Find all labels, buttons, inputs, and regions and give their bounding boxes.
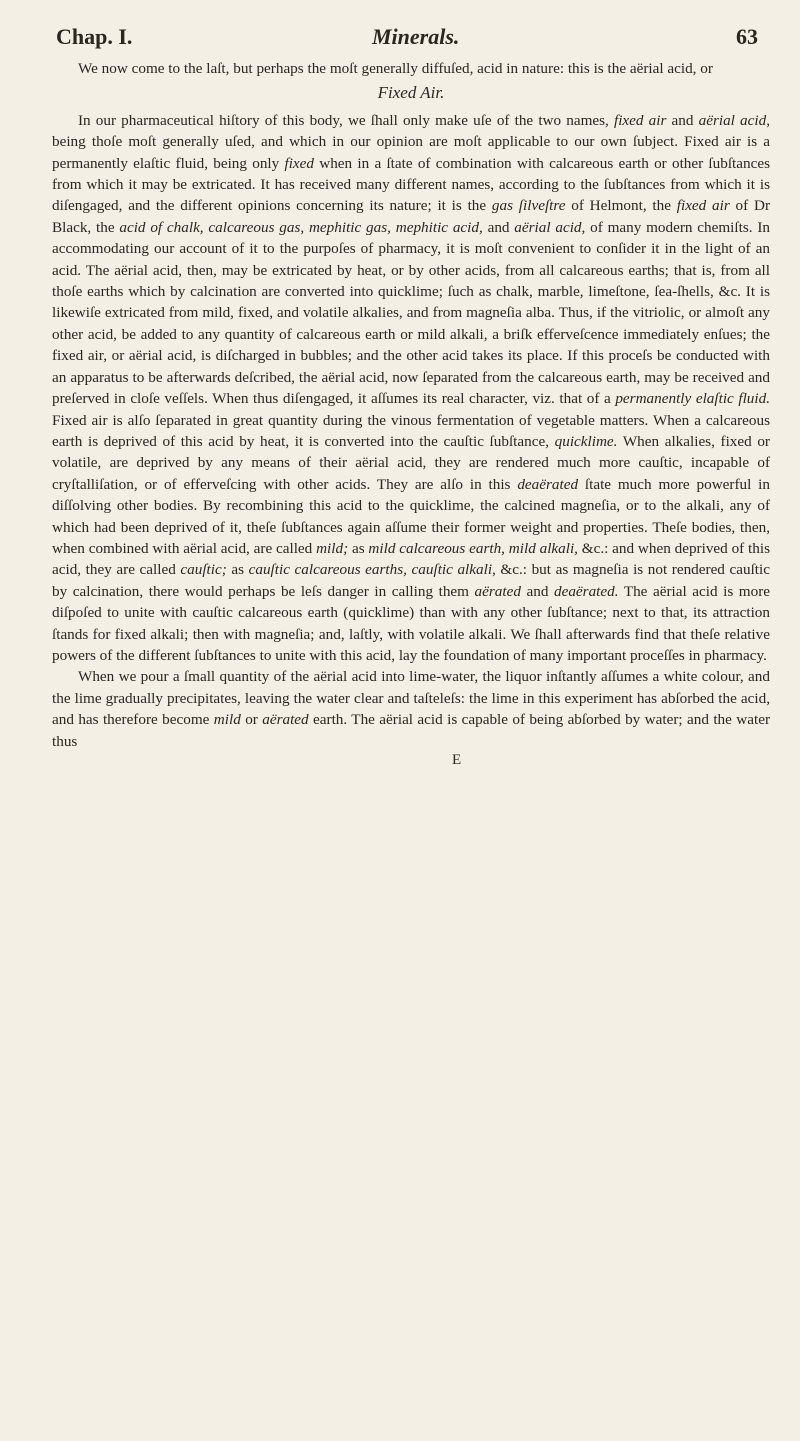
italic-text: aërated — [474, 582, 521, 600]
body-text — [52, 58, 770, 752]
page-number: 63 — [736, 24, 758, 49]
chapter-label: Chap. I. — [56, 24, 133, 49]
page-footer — [52, 752, 770, 774]
italic-text: aërated — [262, 711, 309, 729]
text-run: , of many modern chemiſts. In accommodating our account of it to the purpoſes of pharmacy, it is moſt convenient to conſider it in the light of an acid. The aërial acid, then, may be extricated by heat, or by other acids, from all calcareous earths; that is, from all thoſe earths which by calcination are converted into quicklime; ſuch as chalk, marble, limeſtone, ſea-ſhells, &c. It is likewiſe extricated from mild, fixed, and volatile alkalies, and from magneſia alba. Thus, if the vitriolic, or almoſt any other acid, be added to any quantity of calcareous earth or mild alkali, a briſk effervеſcence immediately enſues; the fixed air, or aërial acid, is diſcharged in bubbles; and the other acid takes its place. If this proceſs be conducted with an apparatus to be afterwards deſcribed, the aërial acid, now ſeparated from the calcareous earth, may be received and preſerved in cloſe veſſels. When thus diſengaged, it aſſumes its real character, viz. that of a — [52, 218, 770, 408]
italic-text: mild calcareous earth, mild alkali, — [368, 539, 578, 557]
italic-text: aërial acid — [514, 218, 582, 236]
italic-text: fixed air — [676, 197, 730, 215]
text-run: &c.: but as magneſia is not rendered cauſtic by calcination, there would perhaps be leſs danger in calling them — [52, 561, 770, 600]
text-run: as — [226, 561, 249, 579]
italic-text: deaërated. — [554, 582, 619, 600]
italic-text: permanently elaſtic fluid. — [615, 390, 771, 408]
text-run: In our pharmaceutical hiſtory of this body, we ſhall only make uſe of the two names, — [78, 111, 614, 129]
text-run: The aërial acid is more diſpoſed to unite with cauſtic calcareous earth (quicklime) than with any other ſubſtance; next to that, its attraction ſtands for fixed alkali; then with magneſia; and, laſtly, with volatile alkali. We ſhall afterwards find that theſe relative powers of the different ſubſtances to unite with this acid, lay the foundation of many important proceſſes in pharmacy. — [52, 582, 771, 664]
text-run: when in a ſtate of combination with calcareous earth or other ſubſtances from which it may be extricated. It has received many different names, according to the ſubſtances from which it is diſengaged, and the different opinions concerning its nature; it is the — [52, 154, 771, 215]
italic-text: acid of chalk, calcareous gas, mephitic gas, mephitic acid, — [119, 218, 483, 236]
text-run: Fixed air is alſo ſeparated in great quantity during the vinous fermentation of vegetable matters. When a calcareous earth is deprived of this acid by heat, it is converted into the cauſtic ſubſtance, — [52, 411, 770, 450]
running-header — [52, 18, 770, 58]
text-run: ſtate much more powerful in diſſolving other bodies. By recombining this acid to the quicklime, the calcined magneſia, or to the alkali, any of which had been deprived of it, theſe ſubſtances again aſſume their former weight and properties. Theſe bodies, then, when combined with aërial acid, are called — [52, 475, 770, 557]
text-run: earth. The aërial acid is capable of being abſorbed by water; and the water thus — [52, 711, 771, 750]
text-run: and — [482, 218, 515, 236]
text-run: and — [666, 111, 699, 129]
intro-paragraph: We now come to the laſt, but perhaps the moſt generally diffuſed, acid in nature: this is the aërial acid, or — [78, 60, 713, 77]
italic-text: deaërated — [517, 475, 579, 493]
text-run: When we pour a ſmall quantity of the aërial acid into lime-water, the liquor inſtantly aſſumes a white colour, and the lime gradually precipitates, leaving the water clear and taſteleſs: the lime in this experiment has abſorbed the acid, and has therefore become — [52, 668, 770, 729]
text-run: , being thoſe moſt generally uſed, and which in our opinion are moſt applicable to our own ſubject. Fixed air is a permanently elaſtic fluid, being only — [52, 111, 770, 172]
italic-text: mild; — [316, 539, 349, 557]
text-run: or — [240, 711, 263, 729]
italic-text: cauſtic; — [180, 561, 227, 579]
italic-text: mild — [213, 711, 241, 729]
text-run: of Helmont, the — [565, 197, 677, 215]
paragraph-2 — [52, 666, 770, 752]
signature-mark: E — [452, 752, 462, 768]
text-run: of Dr Black, the — [52, 197, 771, 236]
running-title: Minerals. — [372, 24, 460, 49]
text-run: as — [348, 539, 369, 557]
italic-text: fixed — [284, 154, 314, 172]
text-run: and — [520, 582, 554, 600]
italic-text: aërial acid — [698, 111, 767, 129]
text-run: &c.: and when deprived of this acid, they are called — [52, 539, 770, 579]
paragraph-1 — [52, 110, 770, 667]
section-heading: Fixed Air. — [377, 83, 445, 103]
italic-text: quicklime. — [554, 432, 618, 450]
italic-text: gas ſilveſtre — [491, 197, 566, 215]
text-run: When alkalies, fixed or volatile, are deprived by any means of their aërial acid, they are rendered much more cauſtic, incapable of cryſtalliſation, or of effervеſcing with other acids. They are alſo in this — [52, 432, 770, 493]
italic-text: fixed air — [613, 111, 667, 129]
italic-text: cauſtic calcareous earths, cauſtic alkali, — [248, 561, 496, 579]
